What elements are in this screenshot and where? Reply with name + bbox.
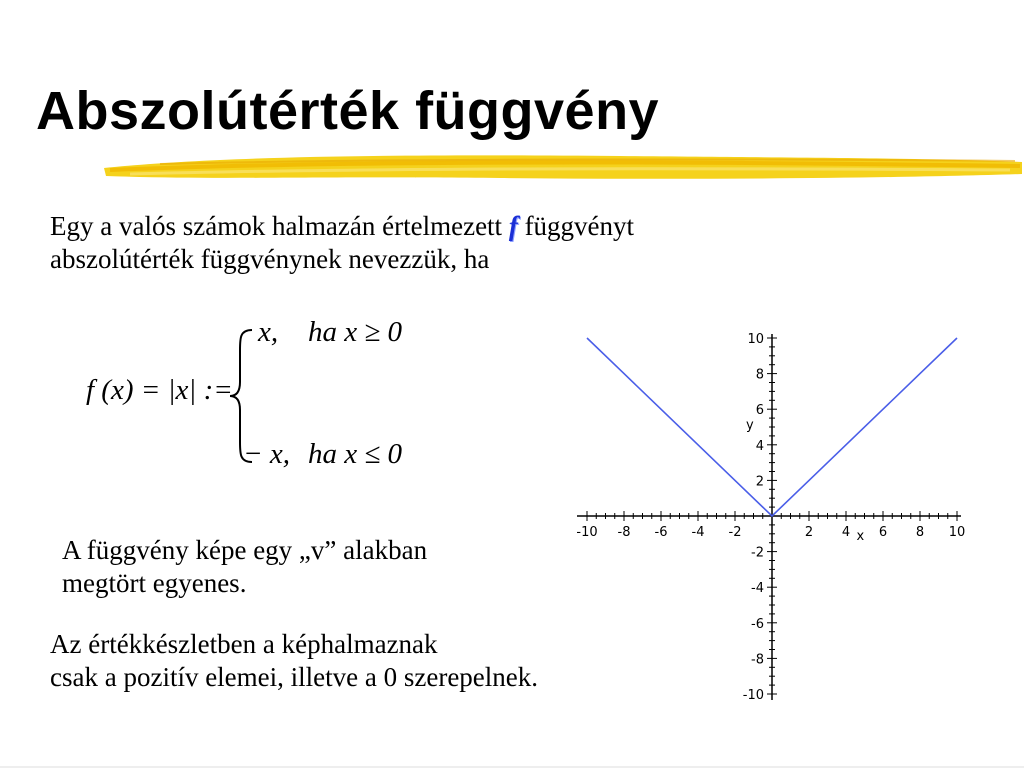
x-tick-label: -10 — [576, 525, 598, 540]
x-tick-label: -2 — [728, 525, 742, 540]
range-note-line-2: csak a pozitív elemei, illetve a 0 szerepelnek. — [50, 662, 539, 692]
formula-lhs: f (x) = |x| := — [86, 374, 233, 406]
x-tick-label: 2 — [804, 525, 814, 540]
y-tick-label: 4 — [755, 438, 764, 454]
slide-title: Abszolútérték függvény — [36, 81, 660, 141]
shape-note-line-1: A függvény képe egy „v” alakban — [62, 535, 428, 565]
formula-case-2-condition: ha x ≤ 0 — [308, 438, 403, 470]
abs-function-plot — [560, 312, 980, 702]
plot-ticks — [576, 332, 965, 702]
shape-note-line-2: megtört egyenes. — [62, 568, 247, 598]
x-tick-label: 10 — [948, 525, 966, 540]
function-letter-f: f — [508, 211, 518, 241]
formula-case-1-condition: ha x ≥ 0 — [308, 316, 403, 348]
range-note — [50, 628, 538, 694]
x-tick-label: 4 — [841, 525, 851, 540]
range-note-line-1: Az értékkészletben a képhalmaznak — [50, 629, 438, 659]
y-tick-label: -10 — [742, 688, 764, 702]
y-tick-label: 6 — [755, 403, 764, 419]
definition-text — [50, 210, 634, 276]
y-tick-label: -2 — [751, 545, 764, 561]
definition-line-2: abszolútérték függvénynek nevezzük, ha — [50, 244, 490, 274]
y-tick-label: 2 — [755, 474, 764, 490]
y-tick-label: -4 — [751, 581, 764, 597]
x-tick-label: 6 — [878, 525, 888, 540]
formula-case-1-value: x, — [258, 316, 279, 348]
highlighter-stroke — [100, 148, 1024, 188]
x-tick-label: -6 — [654, 525, 668, 540]
y-axis-label: y — [746, 418, 754, 433]
y-tick-label: 8 — [755, 367, 764, 383]
y-tick-label: -8 — [751, 652, 764, 668]
formula-case-2-value: − x, — [243, 438, 290, 470]
y-tick-label: -6 — [751, 616, 764, 632]
x-axis-label: x — [856, 529, 865, 544]
shape-note — [62, 534, 427, 600]
x-tick-label: 8 — [915, 525, 925, 540]
x-tick-label: -8 — [617, 525, 631, 540]
y-tick-label: 10 — [747, 332, 764, 347]
definition-line-1: Egy a valós számok halmazán értelmezett f függvényt — [50, 211, 635, 241]
x-tick-label: -4 — [691, 525, 705, 540]
